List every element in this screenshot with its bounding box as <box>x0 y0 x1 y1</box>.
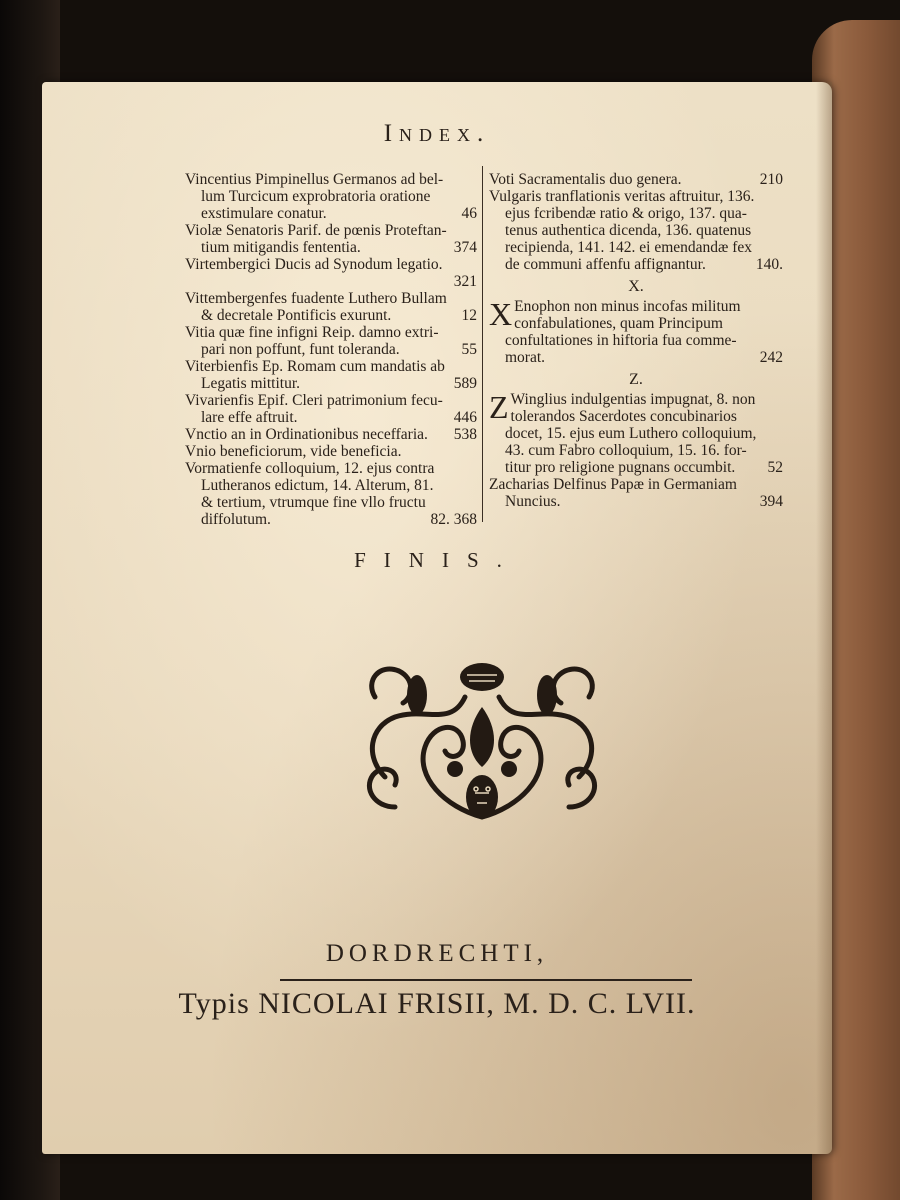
index-entry-line <box>489 205 783 222</box>
index-entry-line <box>489 222 783 239</box>
index-entry-line <box>489 442 783 459</box>
index-entry-line <box>185 358 477 375</box>
index-entry <box>489 391 783 476</box>
index-entry-line <box>185 324 477 341</box>
index-entry-text: Vulgaris tranflationis veritas aftruitur, 136. <box>489 188 755 205</box>
index-entry-text: Vitia quæ fine infigni Reip. damno extri- <box>185 324 439 341</box>
index-page-number: 210 <box>759 171 783 188</box>
index-entry-line <box>489 476 783 493</box>
index-entry-line <box>185 171 477 188</box>
index-entry-text: Nuncius. <box>505 493 561 510</box>
index-entry-line <box>185 477 477 494</box>
column-divider <box>482 166 483 522</box>
index-entry-line <box>185 443 477 460</box>
index-entry-text: tenus authentica dicenda, 136. quatenus <box>505 222 752 239</box>
index-entry-text: de communi affenfu affignantur. <box>505 256 706 273</box>
index-entry-text: Lutheranos edictum, 14. Alterum, 81. <box>201 477 434 494</box>
index-entry-text: morat. <box>505 349 546 366</box>
drop-capital: Z <box>489 389 509 425</box>
index-entry <box>185 392 477 426</box>
index-entry-line <box>489 493 783 510</box>
index-entry-text: pari non poffunt, funt toleranda. <box>201 341 400 358</box>
index-entry-line <box>185 222 477 239</box>
index-header: Index. <box>383 120 491 147</box>
index-left-column <box>185 171 477 528</box>
index-entry-line <box>185 511 477 528</box>
index-entry-line <box>185 409 477 426</box>
index-entry-text: exstimulare conatur. <box>201 205 327 222</box>
index-entry-text: tolerandos Sacerdotes concubinarios <box>510 408 737 425</box>
index-entry-text: Legatis mittitur. <box>201 375 301 392</box>
index-entry-line <box>489 171 783 188</box>
index-entry <box>185 358 477 392</box>
index-entry-text: lare effe aftruit. <box>201 409 298 426</box>
index-entry-text: 43. cum Fabro colloquium, 15. 16. for- <box>505 442 747 459</box>
index-entry-text: tium mitigandis fententia. <box>201 239 361 256</box>
index-page-number: 394 <box>759 493 783 510</box>
index-entry-text: Virtembergici Ducis ad Synodum legatio. <box>185 256 443 273</box>
index-entry <box>185 171 477 222</box>
index-entry-line <box>185 307 477 324</box>
index-entry-text: Vivarienfis Epif. Cleri patrimonium fecu- <box>185 392 443 409</box>
index-entry-line <box>185 239 477 256</box>
index-entry <box>185 290 477 324</box>
index-entry-line <box>185 205 477 222</box>
index-entry-line <box>489 239 783 256</box>
index-entry-line <box>185 460 477 477</box>
index-entry-text: lum Turcicum exprobratoria oratione <box>201 188 431 205</box>
index-entry-text: & tertium, vtrumque fine vllo fructu <box>201 494 426 511</box>
index-entry-line <box>185 392 477 409</box>
index-page-number: 52 <box>767 459 783 476</box>
index-entry-line <box>489 332 783 349</box>
index-entry-text: diffolutum. <box>201 511 271 528</box>
index-entry-line <box>489 425 783 442</box>
imprint-city: DORDRECHTI, <box>325 940 549 967</box>
index-entry-text: recipienda, 141. 142. ei emendandæ fex <box>505 239 753 256</box>
finis-text: FINIS. <box>354 548 520 572</box>
index-entry <box>489 476 783 510</box>
index-entry-text: titur pro religione pugnans occumbit. <box>505 459 736 476</box>
section-letter-heading: X. <box>628 278 644 295</box>
index-entry-text: Winglius indulgentias impugnat, 8. non <box>510 391 756 408</box>
index-entry <box>185 460 477 528</box>
index-entry-line <box>489 256 783 273</box>
index-entry-line <box>489 188 783 205</box>
index-entry-line <box>185 188 477 205</box>
index-entry-line <box>185 494 477 511</box>
index-page-number: 46 <box>461 205 477 222</box>
index-page-number: 12 <box>461 307 477 324</box>
index-entry-line <box>489 391 783 408</box>
index-entry <box>489 171 783 188</box>
index-entry <box>185 324 477 358</box>
imprint-printer-line: Typis NICOLAI FRISII, M. D. C. LVII. <box>178 987 696 1020</box>
index-entry-text: Vittembergenfes fuadente Luthero Bullam <box>185 290 447 307</box>
index-entry-line <box>185 341 477 358</box>
drop-capital: X <box>489 296 513 332</box>
index-entry-text: Vormatienfe colloquium, 12. ejus contra <box>185 460 435 477</box>
index-entry-text: Enophon non minus incofas militum <box>514 298 741 315</box>
index-entry-text: Vnio beneficiorum, vide beneficia. <box>185 443 402 460</box>
index-entry-text: Vincentius Pimpinellus Germanos ad bel- <box>185 171 444 188</box>
index-entry-text: Viterbienfis Ep. Romam cum mandatis ab <box>185 358 445 375</box>
index-page-number: 321 <box>453 273 477 290</box>
index-entry-line <box>489 315 783 332</box>
section-letter-heading: Z. <box>629 371 643 388</box>
index-entry <box>489 188 783 273</box>
index-entry-text: docet, 15. ejus eum Luthero colloquium, <box>505 425 757 442</box>
index-page-number: 374 <box>453 239 477 256</box>
index-entry-line <box>185 375 477 392</box>
index-entry-text: confabulationes, quam Principum <box>514 315 723 332</box>
index-page-number: 140. <box>755 256 783 273</box>
index-entry <box>185 222 477 256</box>
index-entry-text: ejus fcribendæ ratio & origo, 137. qua- <box>505 205 747 222</box>
book-page <box>42 82 832 1154</box>
index-entry-text: & decretale Pontificis exurunt. <box>201 307 392 324</box>
index-entry <box>185 443 477 460</box>
index-entry-line <box>489 298 783 315</box>
imprint-rule <box>280 979 692 981</box>
index-entry-line <box>489 408 783 425</box>
index-entry-line <box>185 256 477 273</box>
index-right-column <box>489 171 783 510</box>
index-entry-line <box>489 459 783 476</box>
baroque-tailpiece-ornament-icon <box>355 657 609 837</box>
index-page-number: 538 <box>453 426 477 443</box>
index-entry <box>185 256 477 290</box>
index-page-number: 446 <box>453 409 477 426</box>
index-entry <box>185 426 477 443</box>
index-entry-text: confultationes in hiftoria fua comme- <box>505 332 737 349</box>
index-entry-text: Vnctio an in Ordinationibus neceffaria. <box>185 426 428 443</box>
index-entry-text: Zacharias Delfinus Papæ in Germaniam <box>489 476 737 493</box>
index-entry-line <box>185 426 477 443</box>
index-entry-text: Voti Sacramentalis duo genera. <box>489 171 682 188</box>
index-entry <box>489 298 783 366</box>
index-entry-text: Violæ Senatoris Parif. de pœnis Proteftan- <box>185 222 447 239</box>
index-entry-line <box>185 290 477 307</box>
index-page-number: 82. 368 <box>430 511 477 528</box>
index-page-number: 589 <box>453 375 477 392</box>
index-entry-line <box>489 349 783 366</box>
index-page-number: 55 <box>461 341 477 358</box>
index-page-number: 242 <box>759 349 783 366</box>
